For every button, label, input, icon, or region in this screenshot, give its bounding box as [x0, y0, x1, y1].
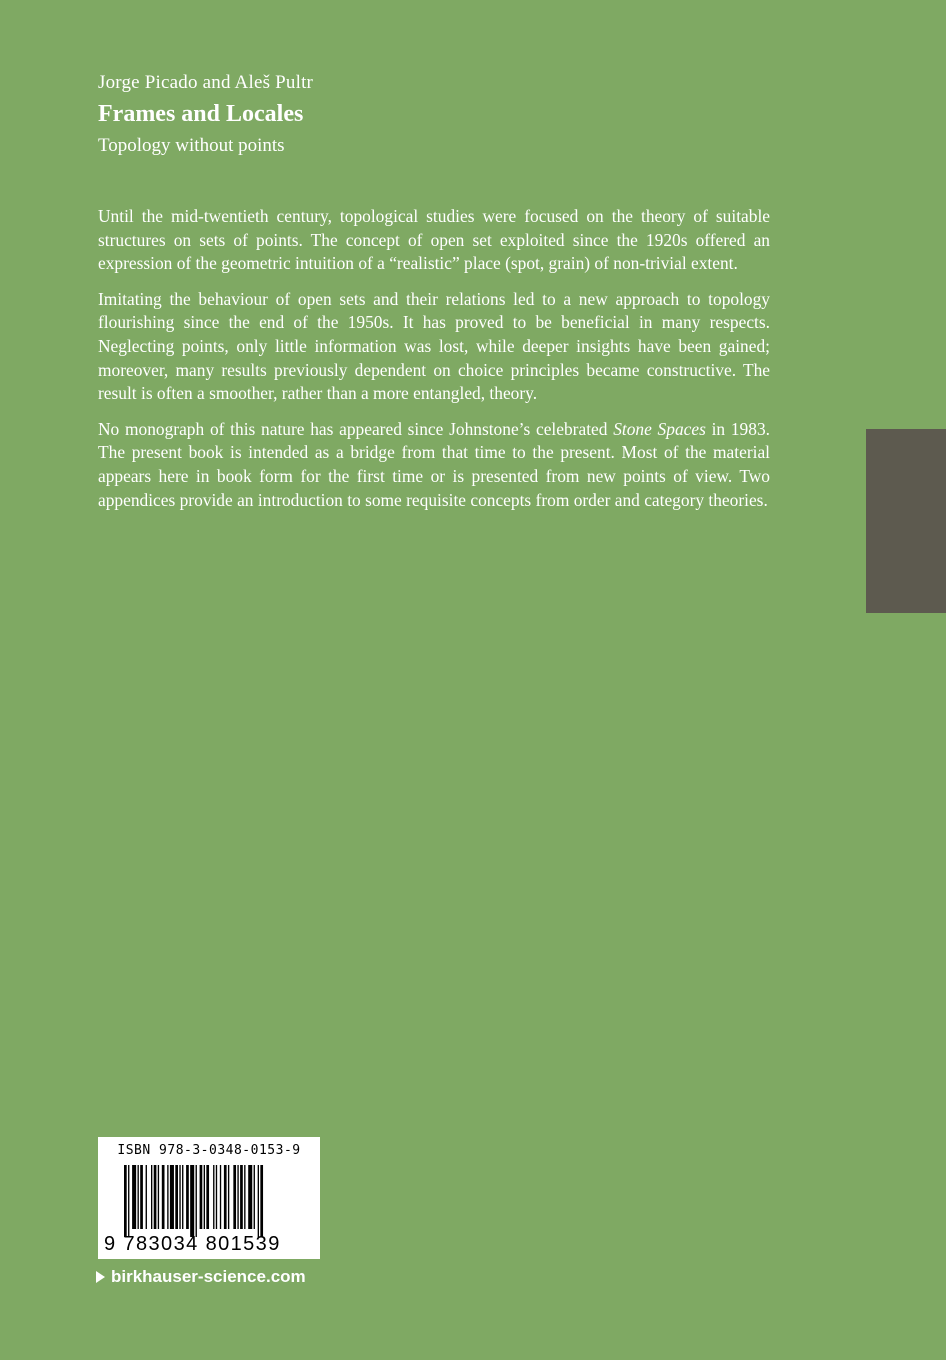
- triangle-right-icon: [96, 1271, 105, 1283]
- barcode-bars: [124, 1165, 298, 1237]
- barcode-bar: [154, 1165, 157, 1229]
- barcode-box: [98, 1137, 320, 1259]
- barcode-bar: [220, 1165, 221, 1229]
- barcode-bar: [254, 1165, 255, 1229]
- website-label: birkhauser-science.com: [111, 1267, 306, 1286]
- book-reference: Stone Spaces: [613, 418, 706, 439]
- barcode-bar: [258, 1165, 259, 1237]
- barcode-bar: [216, 1165, 217, 1229]
- barcode-bar: [151, 1165, 152, 1229]
- side-tab: [866, 429, 946, 613]
- blurb-p3-text-b: in 1983. The present book is intended as a bridge from that time to the present. Most of the material appears here in book form for the first time or is presented from new points of view. Two appendices provide an introduction to some requisite concepts from order and category theories.: [98, 418, 770, 510]
- barcode-bar: [206, 1165, 209, 1229]
- barcode-bar: [182, 1165, 183, 1229]
- authors: Jorge Picado and Aleš Pultr: [98, 72, 314, 93]
- barcode-bar: [170, 1165, 174, 1229]
- blurb-paragraph-3: [98, 418, 770, 512]
- barcode-bar: [179, 1165, 180, 1229]
- book-title: Frames and Locales: [98, 101, 304, 127]
- barcode-bar: [158, 1165, 159, 1229]
- barcode-bar: [237, 1165, 238, 1229]
- barcode-bar: [244, 1165, 245, 1229]
- barcode-bar: [228, 1165, 229, 1229]
- barcode-bar: [240, 1165, 243, 1229]
- barcode-bar: [186, 1165, 189, 1229]
- blurb-paragraph-2: Imitating the behaviour of open sets and their relations led to a new approach to topology flourishing since the end of the 1950s. It has proved to be beneficial in many respects. Neglecting points, only little information was lost, while deeper insights have been gained; moreover, many results previously dependent on choice principles became constructive. The result is often a smoother, rather than a more entangled, theory.: [98, 288, 770, 404]
- barcode-bar: [224, 1165, 227, 1229]
- publisher-website[interactable]: [96, 1267, 306, 1287]
- barcode-bar: [146, 1165, 147, 1229]
- book-subtitle: Topology without points: [98, 135, 285, 156]
- blurb-paragraph-1: Until the mid-twentieth century, topological studies were focused on the theory of suitable structures on sets of points. The concept of open set exploited since the 1920s offered an expression of the geometric intuition of a “realistic” place (spot, grain) of non-trivial extent.: [98, 206, 770, 274]
- isbn-label: ISBN 978-3-0348-0153-9: [117, 1143, 301, 1158]
- barcode-bar: [140, 1165, 143, 1229]
- barcode-bar: [260, 1165, 263, 1237]
- barcode-bar: [213, 1165, 214, 1229]
- barcode-bar: [204, 1165, 205, 1229]
- barcode-bar: [132, 1165, 136, 1229]
- blurb: [98, 205, 770, 524]
- blurb-p3-text-a: No monograph of this nature has appeared since Johnstone’s celebrated: [98, 418, 614, 439]
- barcode-bar: [233, 1165, 236, 1229]
- barcode-bar: [175, 1165, 178, 1229]
- barcode-bar: [138, 1165, 139, 1229]
- barcode-bar: [196, 1165, 197, 1237]
- barcode-bar: [128, 1165, 129, 1237]
- ean-digits: 9 783034 801539: [104, 1233, 281, 1255]
- barcode-bar: [190, 1165, 194, 1237]
- barcode-bar: [167, 1165, 168, 1229]
- barcode-bar: [248, 1165, 252, 1229]
- barcode-bar: [124, 1165, 127, 1237]
- barcode-bar: [200, 1165, 203, 1229]
- barcode-bar: [162, 1165, 165, 1229]
